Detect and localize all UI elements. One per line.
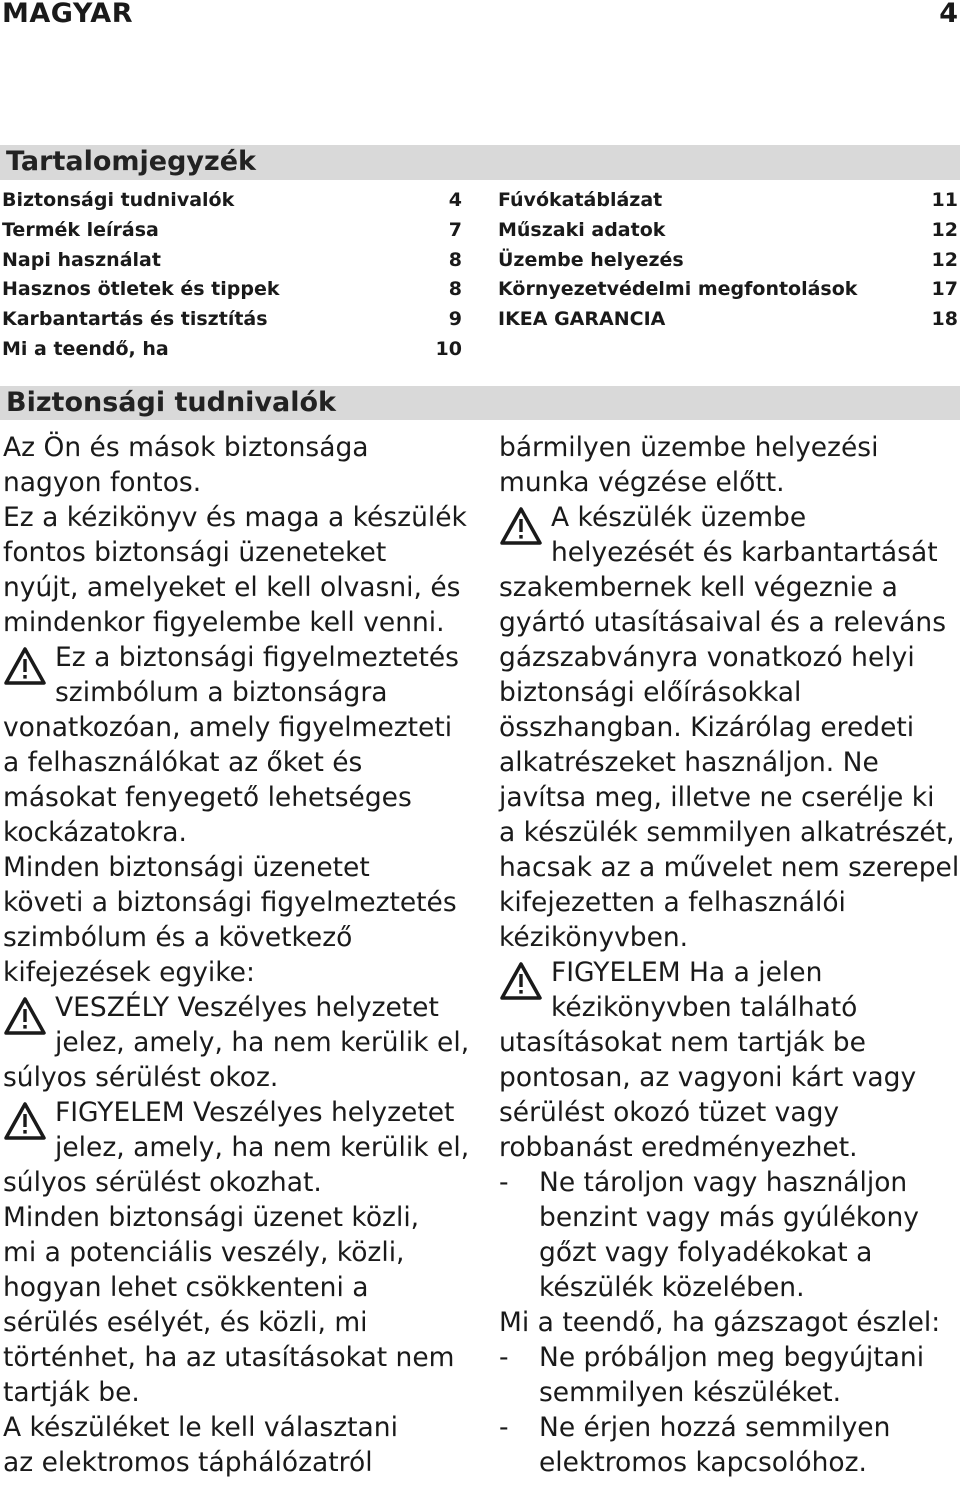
text-line: FIGYELEM Veszélyes helyzetet: [55, 1097, 455, 1128]
caution-warning-block: [3, 1095, 473, 1200]
toc-entry-title: Üzembe helyezés: [498, 248, 684, 271]
text-line: jelez, amely, ha nem kerülik el,: [55, 1132, 470, 1163]
toc-right-column: [498, 186, 958, 335]
text-line: bármilyen üzembe helyezési: [499, 432, 879, 463]
text-line: szakembernek kell végeznie a: [499, 572, 898, 603]
safety-title: Biztonsági tudnivalók: [6, 387, 337, 418]
safety-message-paragraph: [3, 1200, 473, 1410]
text-line: kifejezetten a felhasználói: [499, 887, 846, 918]
toc-entry[interactable]: [498, 216, 958, 246]
toc-entry-title: Hasznos ötletek és tippek: [2, 278, 280, 301]
text-line: vonatkozóan, amely figyelmezteti: [3, 712, 453, 743]
bullet-item: [499, 1165, 960, 1305]
bullet-item: [499, 1410, 960, 1480]
text-line: benzint vagy más gyúlékony: [539, 1202, 919, 1233]
toc-entry-title: Fúvókatáblázat: [498, 189, 663, 211]
signal-words-paragraph: [3, 850, 473, 990]
text-line: utasításokat nem tartják be: [499, 1027, 866, 1058]
text-line: tartják be.: [3, 1377, 140, 1408]
toc-entry-page: 17: [931, 278, 958, 301]
text-line: sérülést okozó tüzet vagy: [499, 1097, 840, 1128]
warning-triangle-icon: [499, 506, 543, 546]
toc-entry-title: Napi használat: [2, 248, 161, 271]
toc-entry[interactable]: [498, 275, 958, 305]
toc-entry[interactable]: [498, 186, 958, 216]
toc-entry-page: 7: [448, 218, 462, 241]
text-line: Minden biztonsági üzenet közli,: [3, 1202, 420, 1233]
toc-entry-page: 8: [448, 248, 462, 271]
text-line: A készülék üzembe: [551, 502, 807, 533]
toc-entry-title: Termék leírása: [2, 218, 159, 241]
text-line: biztonsági előírásokkal: [499, 677, 802, 708]
text-line: kockázatokra.: [3, 817, 187, 848]
text-line: elektromos kapcsolóhoz.: [539, 1447, 867, 1478]
toc-entry-title: Műszaki adatok: [498, 218, 666, 241]
toc-entry-title: IKEA GARANCIA: [498, 308, 666, 331]
text-line: Ne próbáljon meg begyújtani: [539, 1342, 925, 1373]
text-line: pontosan, az vagyoni kárt vagy: [499, 1062, 917, 1093]
text-line: szimbólum és a következő: [3, 922, 353, 953]
text-line: súlyos sérülést okoz.: [3, 1062, 279, 1093]
toc-entry-page: 9: [448, 308, 462, 331]
toc-entry-page: 12: [931, 218, 958, 241]
text-line: nyújt, amelyeket el kell olvasni, és: [3, 572, 461, 603]
text-line: hacsak az a művelet nem szerepel: [499, 852, 960, 883]
text-line: Ne érjen hozzá semmilyen: [539, 1412, 891, 1443]
text-line: helyezését és karbantartását: [551, 537, 938, 568]
toc-heading-band: [0, 145, 960, 180]
toc-entry-title: Biztonsági tudnivalók: [2, 189, 235, 211]
bullet-item: [499, 1340, 960, 1410]
safety-heading-band: [0, 386, 960, 420]
toc-entry-title: Karbantartás és tisztítás: [2, 308, 268, 331]
warning-triangle-icon: [3, 646, 47, 686]
toc-entry[interactable]: [2, 335, 462, 365]
text-line: mindenkor figyelembe kell venni.: [3, 607, 445, 638]
text-line: súlyos sérülést okozhat.: [3, 1167, 322, 1198]
text-line: másokat fenyegető lehetséges: [3, 782, 412, 813]
page-header: [0, 0, 960, 30]
safety-right-column: [499, 430, 960, 1480]
toc-entry-title: Környezetvédelmi megfontolások: [498, 278, 858, 301]
disconnect-paragraph: [3, 1410, 473, 1480]
continuation-paragraph: [499, 430, 960, 500]
warning-triangle-icon: [499, 961, 543, 1001]
toc-entry[interactable]: [2, 305, 462, 335]
text-line: Ez a kézikönyv és maga a készülék: [3, 502, 467, 533]
text-line: a készülék semmilyen alkatrészét,: [499, 817, 955, 848]
text-line: Minden biztonsági üzenetet: [3, 852, 370, 883]
text-line: kézikönyvben található: [551, 992, 858, 1023]
toc-entry[interactable]: [498, 246, 958, 276]
page-number: 4: [939, 0, 958, 29]
text-line: Ez a biztonsági figyelmeztetés: [55, 642, 459, 673]
toc-entry-title: Mi a teendő, ha: [2, 337, 169, 360]
text-line: a felhasználókat az őket és: [3, 747, 363, 778]
text-line: javítsa meg, illetve ne cserélje ki: [499, 782, 935, 813]
bullet-dash: -: [499, 1342, 509, 1373]
text-line: robbanást eredményezhet.: [499, 1132, 858, 1163]
text-line: gyártó utasításaival és a releváns: [499, 607, 947, 638]
text-line: az elektromos táphálózatról: [3, 1447, 373, 1478]
toc-entry-page: 8: [448, 278, 462, 301]
text-line: szimbólum a biztonságra: [55, 677, 388, 708]
danger-warning-block: [3, 990, 473, 1095]
text-line: semmilyen készüléket.: [539, 1377, 842, 1408]
toc-entry[interactable]: [2, 186, 462, 216]
symbol-warning-block: [3, 640, 473, 850]
warning-triangle-icon: [3, 996, 47, 1036]
language-label: MAGYAR: [2, 0, 133, 29]
text-line: fontos biztonsági üzeneteket: [3, 537, 387, 568]
text-line: munka végzése előtt.: [499, 467, 785, 498]
text-line: Az Ön és mások biztonsága: [3, 432, 369, 463]
text-line: kézikönyvben.: [499, 922, 689, 953]
text-line: jelez, amely, ha nem kerülik el,: [55, 1027, 470, 1058]
text-line: hogyan lehet csökkenteni a: [3, 1272, 369, 1303]
text-line: gőzt vagy folyadékokat a: [539, 1237, 873, 1268]
text-line: gázszabványra vonatkozó helyi: [499, 642, 915, 673]
toc-entry[interactable]: [2, 246, 462, 276]
text-line: mi a potenciális veszély, közli,: [3, 1237, 405, 1268]
text-line: nagyon fontos.: [3, 467, 202, 498]
text-line: sérülés esélyét, és közli, mi: [3, 1307, 368, 1338]
text-line: FIGYELEM Ha a jelen: [551, 957, 823, 988]
toc-entry[interactable]: [2, 216, 462, 246]
text-line: Ne tároljon vagy használjon: [539, 1167, 908, 1198]
text-line: összhangban. Kizárólag eredeti: [499, 712, 915, 743]
toc-entry[interactable]: [498, 305, 958, 335]
toc-entry-page: 12: [931, 248, 958, 271]
text-line: követi a biztonsági figyelmeztetés: [3, 887, 457, 918]
toc-entry-page: 18: [931, 308, 958, 331]
warning-triangle-icon: [3, 1101, 47, 1141]
intro-paragraph: [3, 430, 473, 500]
bullet-dash: -: [499, 1167, 509, 1198]
toc-entry-page: 4: [448, 189, 462, 211]
toc-entry-page: 10: [435, 337, 462, 360]
text-line: kifejezések egyike:: [3, 957, 255, 988]
text-line: történhet, ha az utasításokat nem: [3, 1342, 455, 1373]
toc-left-column: [2, 186, 462, 365]
toc-entry[interactable]: [2, 275, 462, 305]
text-line: alkatrészeket használjon. Ne: [499, 747, 879, 778]
installation-warning-block: [499, 500, 960, 955]
bullet-dash: -: [499, 1412, 509, 1443]
toc-title: Tartalomjegyzék: [6, 146, 257, 177]
manual-paragraph: [3, 500, 473, 640]
text-line: VESZÉLY Veszélyes helyzetet: [55, 992, 439, 1023]
attention-warning-block: [499, 955, 960, 1165]
toc-entry-page: 11: [931, 189, 958, 211]
safety-left-column: [3, 430, 473, 1480]
gas-smell-heading: Mi a teendő, ha gázszagot észlel:: [499, 1307, 941, 1338]
text-line: A készüléket le kell választani: [3, 1412, 398, 1443]
text-line: készülék közelében.: [539, 1272, 805, 1303]
